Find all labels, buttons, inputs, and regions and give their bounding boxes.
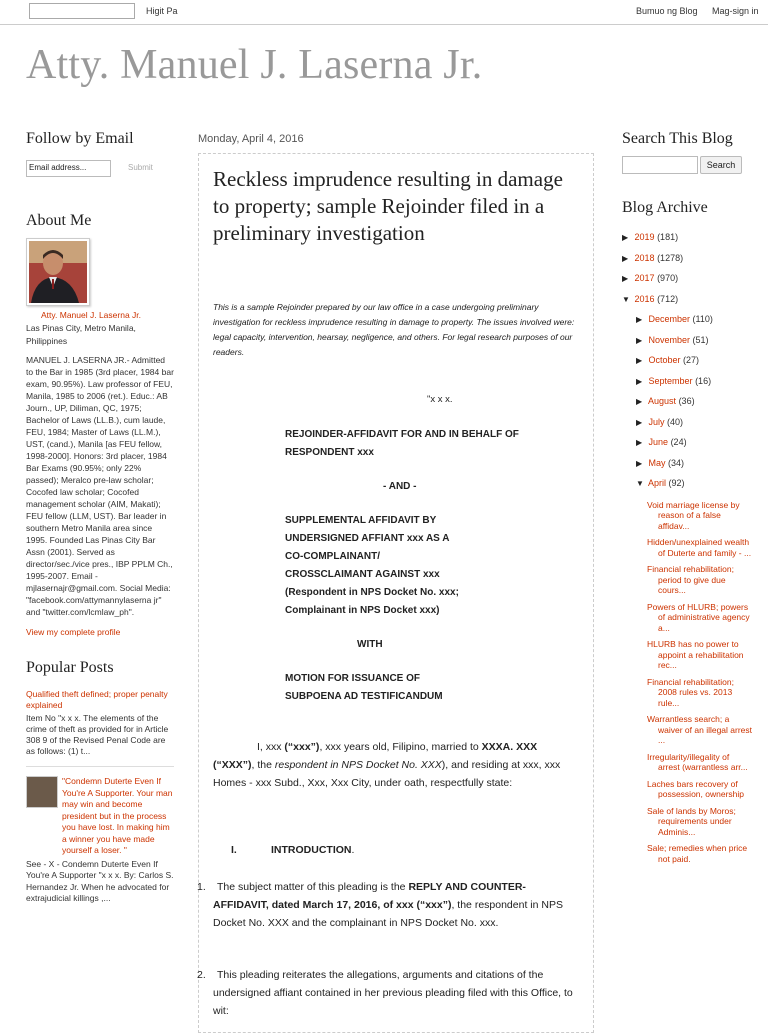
- blog-search-form: [622, 156, 752, 178]
- popular-post-snippet: Item No "x x x. The elements of the crime of theft as provided for in Article 308 9 of the Revised Penal Code are as follows: (1) t...: [26, 713, 169, 756]
- popular-post-link[interactable]: Qualified theft defined; proper penalty explained: [26, 689, 168, 710]
- archive-month[interactable]: [622, 371, 752, 392]
- list-item: [647, 564, 752, 596]
- archive-month[interactable]: [622, 432, 752, 453]
- archive-count: (40): [667, 416, 684, 427]
- archive-posts: [647, 500, 752, 865]
- blog-title[interactable]: Atty. Manuel J. Laserna Jr.: [26, 42, 483, 88]
- email-field[interactable]: Email address...: [26, 160, 111, 177]
- triangle-right-icon[interactable]: ▶: [636, 417, 643, 427]
- motion-heading: [285, 670, 525, 706]
- list-item: [647, 500, 752, 532]
- archive-post-link[interactable]: Irregularity/illegality of arrest (warrantless arr...: [647, 751, 748, 772]
- archive-year[interactable]: [622, 248, 752, 269]
- archive-post-link[interactable]: Laches bars recovery of possession, ownership: [647, 778, 744, 799]
- list-item: [647, 843, 752, 864]
- archive-month-link[interactable]: August: [648, 396, 677, 406]
- triangle-right-icon[interactable]: ▶: [622, 253, 629, 263]
- archive-month[interactable]: [622, 309, 752, 330]
- text-run: XXXA. XXX (“XXX”): [213, 741, 538, 771]
- archive-month-expanded[interactable]: [622, 473, 752, 494]
- archive-month-link[interactable]: July: [648, 416, 665, 427]
- archive-count: (27): [683, 355, 700, 365]
- triangle-right-icon[interactable]: ▶: [636, 315, 643, 324]
- archive-month[interactable]: [622, 350, 752, 371]
- triangle-right-icon[interactable]: ▶: [636, 458, 643, 468]
- triangle-right-icon[interactable]: ▶: [622, 274, 629, 283]
- paragraph-number: 2.: [197, 969, 206, 981]
- heading-line: Complainant in NPS Docket xxx): [285, 605, 440, 616]
- heading-line: (Respondent in NPS Docket No. xxx;: [285, 587, 459, 598]
- and-heading: - AND -: [383, 481, 417, 492]
- blog-archive: [622, 227, 752, 864]
- list-item: [647, 602, 752, 634]
- archive-month[interactable]: [622, 391, 752, 412]
- archive-month-link[interactable]: May: [648, 457, 666, 468]
- heading-line: UNDERSIGNED AFFIANT xxx AS A: [285, 533, 450, 544]
- sign-in-link[interactable]: Mag-sign in: [712, 6, 759, 16]
- archive-post-link[interactable]: Warrantless search; a waiver of an illegal arrest ...: [647, 714, 753, 745]
- blog-archive-title: Blog Archive: [622, 199, 708, 216]
- profile-name-link[interactable]: Atty. Manuel J. Laserna Jr.: [41, 310, 141, 320]
- text-run: (“xxx”): [284, 741, 320, 753]
- archive-month[interactable]: [622, 453, 752, 474]
- supplemental-affidavit-heading: [285, 512, 525, 620]
- navbar-search-link[interactable]: Higit Pa: [146, 6, 178, 16]
- section-heading: [271, 844, 354, 856]
- section-number: I.: [231, 844, 237, 856]
- archive-month[interactable]: [622, 330, 752, 351]
- archive-count: (1278): [657, 252, 684, 263]
- archive-post-link[interactable]: Financial rehabilitation; 2008 rules vs. 2013 rule...: [647, 676, 734, 708]
- post-title[interactable]: Reckless imprudence resulting in damage to property; sample Rejoinder filed in a preliminary investigation: [213, 167, 563, 245]
- text-run: .: [351, 844, 355, 856]
- triangle-down-icon[interactable]: ▼: [636, 479, 644, 488]
- post-body: [198, 153, 594, 1033]
- heading-line: CO-COMPLAINANT/: [285, 551, 380, 562]
- archive-year-expanded[interactable]: [622, 289, 752, 310]
- view-profile-link[interactable]: View my complete profile: [26, 627, 121, 637]
- archive-post-link[interactable]: Financial rehabilitation; period to give due cours...: [647, 564, 734, 595]
- avatar[interactable]: [26, 238, 90, 306]
- archive-month-link[interactable]: November: [648, 334, 691, 345]
- text-run: , xxx years old, Filipino, married to: [319, 741, 482, 753]
- profile-location: Las Pinas City, Metro Manila, Philippines: [26, 323, 136, 346]
- about-me-title: About Me: [26, 212, 92, 229]
- profile-description: MANUEL J. LASERNA JR.- Admitted to the Bar in 1985 (3rd placer, 1984 bar exam, 90.95%). Law professor of FEU, Manila, 1985 to 2006 (ret.). Educ.: AB Journ., UP, Diliman, QC, 1975; Bachelor of Laws (LL.B.), cum laude, FEU, 1984; Master of Laws (LL.M.), UST, (cand.), Manila [as FEU fellow, 1998-2000]. Honors: 3rd placer, 1984 Bar Exams (90.95%; only 22% passed); Meralco pre-law scholar; Cocofed law scholar; Cocofed management scholar (AIM, Makati); FEU fellow (LLM, UST). Bar leader in southern Metro Manila area since 1995. Founded Las Pinas City Bar Assn (2001). Served as director/sec./vice pres., IBP PPLM Ch., 1995-2007. Email - mjlasernajr@gmail.com. Social Media: "facebook.com/attymannylaserna jr" and "twitter.com/lcmlaw_ph".: [26, 355, 174, 617]
- profile-photo: [29, 241, 87, 303]
- follow-by-email-title: Follow by Email: [26, 130, 134, 147]
- archive-year-link[interactable]: 2019: [634, 232, 655, 242]
- archive-count: (181): [657, 232, 679, 242]
- list-item: [647, 806, 752, 838]
- archive-post-link[interactable]: Sale; remedies when price not paid.: [647, 843, 748, 864]
- popular-post-link[interactable]: "Condemn Duterte Even If You're A Supporter. Your man may win and become president but in the process you have lost. In making him a winner you have made yourself a loser. ": [62, 776, 173, 855]
- triangle-right-icon[interactable]: ▶: [636, 376, 643, 386]
- archive-count: (24): [670, 437, 687, 447]
- text-run: I, xxx: [257, 741, 285, 753]
- text-run: This pleading reiterates the allegations, arguments and citations of the undersigned affiant contained in her previous pleading filed with this Office, to wit:: [213, 969, 573, 1017]
- navbar-search-input[interactable]: [29, 3, 135, 19]
- list-item: [647, 714, 752, 746]
- submit-button[interactable]: Submit: [128, 163, 153, 172]
- archive-year-link[interactable]: 2017: [634, 273, 655, 283]
- text-run: The subject matter of this pleading is the: [217, 881, 409, 893]
- list-item: [647, 779, 752, 800]
- with-heading: WITH: [357, 639, 383, 650]
- post-intro: This is a sample Rejoinder prepared by our law office in a case undergoing preliminary investigation for reckless imprudence resulting in damage to property. The issues involved were: legal capacity, intervention, hearsay, negligence, and others. For legal research purposes of our readers.: [213, 302, 575, 357]
- triangle-right-icon[interactable]: ▶: [636, 356, 643, 365]
- numbered-paragraph: [197, 878, 577, 932]
- archive-year[interactable]: [622, 268, 752, 289]
- heading-line: SUBPOENA AD TESTIFICANDUM: [285, 691, 443, 702]
- archive-month-link[interactable]: June: [648, 437, 669, 447]
- navbar: [0, 0, 768, 25]
- text-run: INTRODUCTION: [271, 844, 352, 856]
- archive-post-link[interactable]: HLURB has no power to appoint a rehabilitation rec...: [647, 639, 744, 670]
- archive-count: (970): [657, 273, 679, 283]
- archive-year-link[interactable]: 2016: [634, 293, 655, 304]
- xxx-marker: "x x x.: [427, 394, 453, 405]
- left-sidebar: [26, 130, 174, 905]
- list-item: [647, 752, 752, 773]
- text-run: respondent in NPS Docket No. XXX: [274, 759, 442, 771]
- create-blog-link[interactable]: Bumuo ng Blog: [636, 6, 698, 16]
- popular-posts-title: Popular Posts: [26, 659, 114, 676]
- rejoinder-heading: REJOINDER-AFFIDAVIT FOR AND IN BEHALF OF RESPONDENT xxx: [285, 429, 519, 458]
- triangle-down-icon[interactable]: ▼: [622, 294, 630, 304]
- text-run: REPLY AND COUNTER-AFFIDAVIT, dated March 17, 2016, of xxx (“xxx”): [213, 881, 526, 911]
- archive-count: (51): [692, 334, 709, 345]
- search-button[interactable]: Search: [700, 156, 742, 174]
- search-blog-title: Search This Blog: [622, 130, 733, 147]
- archive-post-link[interactable]: Sale of lands by Moros; requirements under Adminis...: [647, 805, 736, 837]
- archive-month-link[interactable]: April: [648, 478, 667, 488]
- archive-year[interactable]: [622, 227, 752, 248]
- list-item: [647, 677, 752, 709]
- archive-month[interactable]: [622, 412, 752, 433]
- triangle-right-icon[interactable]: ▶: [622, 233, 629, 242]
- list-item: [647, 537, 752, 558]
- archive-count: (92): [668, 478, 685, 488]
- archive-year-link[interactable]: 2018: [634, 252, 655, 263]
- popular-post-thumbnail[interactable]: [26, 776, 58, 808]
- archive-post-link[interactable]: Void marriage license by reason of a false affidav...: [647, 499, 740, 531]
- affidavit-opening-paragraph: [213, 738, 577, 792]
- numbered-paragraph: [197, 966, 577, 1020]
- archive-count: (110): [692, 314, 713, 324]
- triangle-right-icon[interactable]: ▶: [636, 397, 643, 406]
- post-date: Monday, April 4, 2016: [198, 133, 304, 145]
- popular-post-snippet: See - X - Condemn Duterte Even If You're A Supporter "x x x. By: Carlos S. Hernandez Jr. When he advocated for extrajudicial killings ,...: [26, 858, 174, 903]
- archive-count: (16): [695, 375, 712, 386]
- right-sidebar: [622, 130, 752, 864]
- search-input[interactable]: [622, 156, 698, 174]
- archive-count: (34): [668, 457, 685, 468]
- list-item: [647, 639, 752, 671]
- archive-post-link[interactable]: Hidden/unexplained wealth of Duterte and family - ...: [647, 537, 752, 558]
- archive-count: (712): [657, 293, 679, 304]
- text-run: ), and residing at xxx, xxx Homes - xxx Subd., Xxx, Xxx City, under oath, respectfully state:: [213, 759, 561, 789]
- heading-line: MOTION FOR ISSUANCE OF: [285, 673, 420, 684]
- heading-line: SUPPLEMENTAL AFFIDAVIT BY: [285, 515, 437, 526]
- triangle-right-icon[interactable]: ▶: [636, 335, 643, 345]
- heading-line: CROSSCLAIMANT AGAINST xxx: [285, 569, 440, 580]
- archive-post-link[interactable]: Powers of HLURB; powers of administrative agency a...: [647, 601, 750, 633]
- triangle-right-icon[interactable]: ▶: [636, 438, 643, 447]
- archive-month-link[interactable]: October: [648, 355, 681, 365]
- archive-month-link[interactable]: September: [648, 375, 693, 386]
- archive-count: (36): [678, 396, 695, 406]
- text-run: , the respondent in NPS Docket No. XXX and the complainant in NPS Docket No. xxx.: [213, 899, 563, 929]
- popular-post-item: [26, 776, 174, 905]
- email-subscribe-form: [26, 158, 174, 188]
- divider: [26, 766, 174, 767]
- text-run: , the: [251, 759, 275, 771]
- archive-month-link[interactable]: December: [648, 314, 691, 324]
- paragraph-number: 1.: [197, 881, 206, 893]
